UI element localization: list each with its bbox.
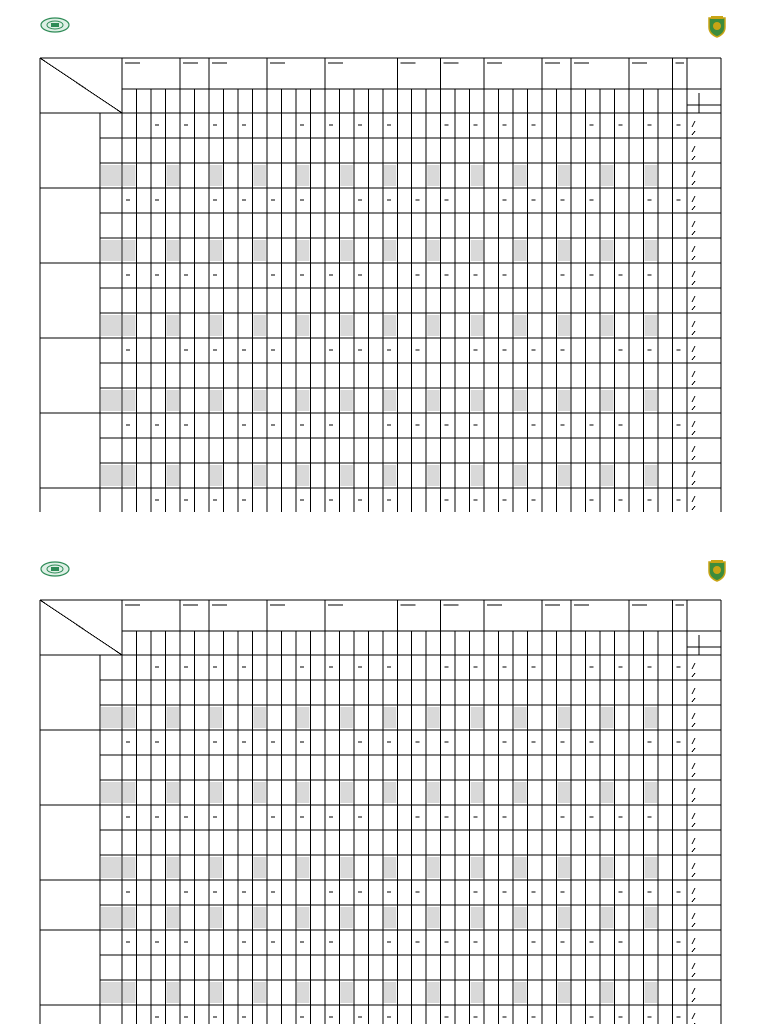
check-mark: [692, 481, 695, 485]
shaded-cell: [427, 907, 439, 928]
shaded-cell: [297, 315, 309, 336]
shaded-cell: [427, 240, 439, 261]
check-mark: [692, 823, 695, 827]
shaded-cell: [166, 857, 178, 878]
shaded-cell: [123, 857, 135, 878]
check-mark: [692, 121, 695, 127]
shaded-cell: [514, 315, 526, 336]
check-mark: [692, 196, 695, 202]
shaded-cell: [166, 782, 178, 803]
shaded-cell: [645, 465, 657, 486]
shaded-cell: [253, 165, 265, 186]
shaded-cell: [297, 782, 309, 803]
check-mark: [692, 938, 695, 944]
shaded-cell: [471, 465, 483, 486]
timetable-sheet-lower: [0, 543, 768, 1024]
shaded-cell: [427, 707, 439, 728]
shaded-cell: [601, 390, 613, 411]
shaded-cell: [340, 315, 352, 336]
shaded-cell: [123, 907, 135, 928]
shaded-cell: [645, 857, 657, 878]
shaded-cell: [253, 315, 265, 336]
check-mark: [692, 156, 695, 160]
shaded-cell: [297, 465, 309, 486]
shaded-cell: [297, 165, 309, 186]
check-mark: [692, 713, 695, 719]
shaded-cell: [340, 240, 352, 261]
shaded-cell: [558, 907, 570, 928]
check-mark: [692, 356, 695, 360]
shaded-cell: [514, 240, 526, 261]
shaded-cell: [427, 465, 439, 486]
shaded-cell: [601, 240, 613, 261]
shaded-cell: [384, 982, 396, 1003]
shaded-cell: [384, 782, 396, 803]
check-mark: [692, 973, 695, 977]
check-mark: [692, 663, 695, 669]
check-mark: [692, 456, 695, 460]
shaded-cell: [514, 707, 526, 728]
shaded-cell: [384, 165, 396, 186]
shaded-cell: [558, 390, 570, 411]
check-mark: [692, 371, 695, 377]
shaded-cell: [253, 782, 265, 803]
check-mark: [692, 256, 695, 260]
shaded-cell: [471, 857, 483, 878]
shaded-cell: [601, 707, 613, 728]
check-mark: [692, 873, 695, 877]
shaded-cell: [471, 707, 483, 728]
shaded-cell: [210, 240, 222, 261]
shaded-cell: [601, 782, 613, 803]
shaded-cell: [253, 982, 265, 1003]
shaded-cell: [645, 782, 657, 803]
shaded-cell: [340, 907, 352, 928]
shaded-cell: [601, 982, 613, 1003]
check-mark: [692, 773, 695, 777]
shaded-cell: [471, 390, 483, 411]
check-mark: [692, 763, 695, 769]
check-mark: [692, 221, 695, 227]
check-mark: [692, 181, 695, 185]
shaded-cell: [645, 315, 657, 336]
shaded-cell: [210, 315, 222, 336]
shaded-cell: [101, 465, 121, 486]
shaded-cell: [384, 707, 396, 728]
shaded-cell: [253, 390, 265, 411]
check-mark: [692, 748, 695, 752]
check-mark: [692, 888, 695, 894]
shaded-cell: [253, 707, 265, 728]
shaded-cell: [427, 982, 439, 1003]
check-mark: [692, 863, 695, 869]
shaded-cell: [210, 707, 222, 728]
shaded-cell: [340, 165, 352, 186]
shaded-cell: [558, 240, 570, 261]
shaded-cell: [297, 390, 309, 411]
shaded-cell: [253, 857, 265, 878]
shaded-cell: [123, 390, 135, 411]
shaded-cell: [514, 982, 526, 1003]
check-mark: [692, 723, 695, 727]
shaded-cell: [645, 390, 657, 411]
shaded-cell: [645, 240, 657, 261]
shaded-cell: [384, 390, 396, 411]
shaded-cell: [558, 707, 570, 728]
shaded-cell: [297, 240, 309, 261]
shaded-cell: [427, 390, 439, 411]
shaded-cell: [210, 165, 222, 186]
check-mark: [692, 471, 695, 477]
shaded-cell: [166, 240, 178, 261]
check-mark: [692, 131, 695, 135]
check-mark: [692, 381, 695, 385]
shaded-cell: [471, 240, 483, 261]
shaded-cell: [166, 707, 178, 728]
check-mark: [692, 848, 695, 852]
check-mark: [692, 271, 695, 277]
check-mark: [692, 788, 695, 794]
shaded-cell: [471, 907, 483, 928]
check-mark: [692, 673, 695, 677]
shaded-cell: [601, 907, 613, 928]
shaded-cell: [384, 465, 396, 486]
shaded-cell: [645, 707, 657, 728]
shaded-cell: [427, 782, 439, 803]
shaded-cell: [166, 465, 178, 486]
check-mark: [692, 1013, 695, 1019]
shaded-cell: [123, 982, 135, 1003]
shaded-cell: [210, 857, 222, 878]
corner-diagonal: [40, 600, 122, 655]
check-mark: [692, 998, 695, 1002]
shaded-cell: [471, 315, 483, 336]
shaded-cell: [384, 315, 396, 336]
shaded-cell: [297, 907, 309, 928]
check-mark: [692, 296, 695, 302]
check-mark: [692, 898, 695, 902]
check-mark: [692, 321, 695, 327]
shaded-cell: [123, 165, 135, 186]
shaded-cell: [101, 390, 121, 411]
check-mark: [692, 231, 695, 235]
shaded-cell: [123, 707, 135, 728]
check-mark: [692, 146, 695, 152]
check-mark: [692, 171, 695, 177]
check-mark: [692, 738, 695, 744]
corner-diagonal: [40, 58, 122, 113]
shaded-cell: [253, 465, 265, 486]
shaded-cell: [514, 857, 526, 878]
check-mark: [692, 913, 695, 919]
shaded-cell: [645, 907, 657, 928]
shaded-cell: [101, 165, 121, 186]
shaded-cell: [210, 782, 222, 803]
shaded-cell: [384, 240, 396, 261]
shaded-cell: [340, 857, 352, 878]
shaded-cell: [384, 907, 396, 928]
shaded-cell: [101, 907, 121, 928]
shaded-cell: [340, 465, 352, 486]
check-mark: [692, 246, 695, 252]
shaded-cell: [514, 390, 526, 411]
check-mark: [692, 431, 695, 435]
check-mark: [692, 396, 695, 402]
shaded-cell: [427, 165, 439, 186]
shaded-cell: [253, 907, 265, 928]
check-mark: [692, 813, 695, 819]
check-mark: [692, 281, 695, 285]
shaded-cell: [601, 857, 613, 878]
shaded-cell: [558, 782, 570, 803]
shaded-cell: [101, 240, 121, 261]
check-mark: [692, 421, 695, 427]
check-mark: [692, 688, 695, 694]
shaded-cell: [101, 315, 121, 336]
shaded-cell: [166, 315, 178, 336]
check-mark: [692, 306, 695, 310]
check-mark: [692, 206, 695, 210]
shaded-cell: [340, 390, 352, 411]
check-mark: [692, 446, 695, 452]
shaded-cell: [297, 707, 309, 728]
shaded-cell: [427, 857, 439, 878]
shaded-cell: [166, 982, 178, 1003]
check-mark: [692, 963, 695, 969]
shaded-cell: [427, 315, 439, 336]
shaded-cell: [514, 165, 526, 186]
check-mark: [692, 948, 695, 952]
check-mark: [692, 798, 695, 802]
check-mark: [692, 506, 695, 510]
shaded-cell: [471, 782, 483, 803]
shaded-cell: [558, 857, 570, 878]
check-mark: [692, 346, 695, 352]
shaded-cell: [101, 982, 121, 1003]
shaded-cell: [123, 782, 135, 803]
shaded-cell: [123, 240, 135, 261]
shaded-cell: [471, 982, 483, 1003]
shaded-cell: [166, 907, 178, 928]
check-mark: [692, 838, 695, 844]
shaded-cell: [123, 465, 135, 486]
check-mark: [692, 923, 695, 927]
shaded-cell: [384, 857, 396, 878]
shaded-cell: [340, 782, 352, 803]
shaded-cell: [166, 390, 178, 411]
shaded-cell: [601, 465, 613, 486]
check-mark: [692, 698, 695, 702]
shaded-cell: [514, 907, 526, 928]
shaded-cell: [558, 165, 570, 186]
check-mark: [692, 331, 695, 335]
shaded-cell: [210, 982, 222, 1003]
shaded-cell: [340, 707, 352, 728]
shaded-cell: [645, 982, 657, 1003]
shaded-cell: [210, 465, 222, 486]
shaded-cell: [297, 982, 309, 1003]
shaded-cell: [601, 165, 613, 186]
shaded-cell: [558, 315, 570, 336]
shaded-cell: [210, 390, 222, 411]
shaded-cell: [514, 782, 526, 803]
shaded-cell: [166, 165, 178, 186]
shaded-cell: [558, 465, 570, 486]
shaded-cell: [514, 465, 526, 486]
shaded-cell: [471, 165, 483, 186]
shaded-cell: [558, 982, 570, 1003]
shaded-cell: [601, 315, 613, 336]
shaded-cell: [123, 315, 135, 336]
shaded-cell: [210, 907, 222, 928]
check-mark: [692, 406, 695, 410]
shaded-cell: [253, 240, 265, 261]
check-mark: [692, 988, 695, 994]
shaded-cell: [297, 857, 309, 878]
check-mark: [692, 496, 695, 502]
timetable-grid: [0, 543, 768, 1024]
shaded-cell: [101, 782, 121, 803]
shaded-cell: [645, 165, 657, 186]
shaded-cell: [340, 982, 352, 1003]
shaded-cell: [101, 857, 121, 878]
shaded-cell: [101, 707, 121, 728]
